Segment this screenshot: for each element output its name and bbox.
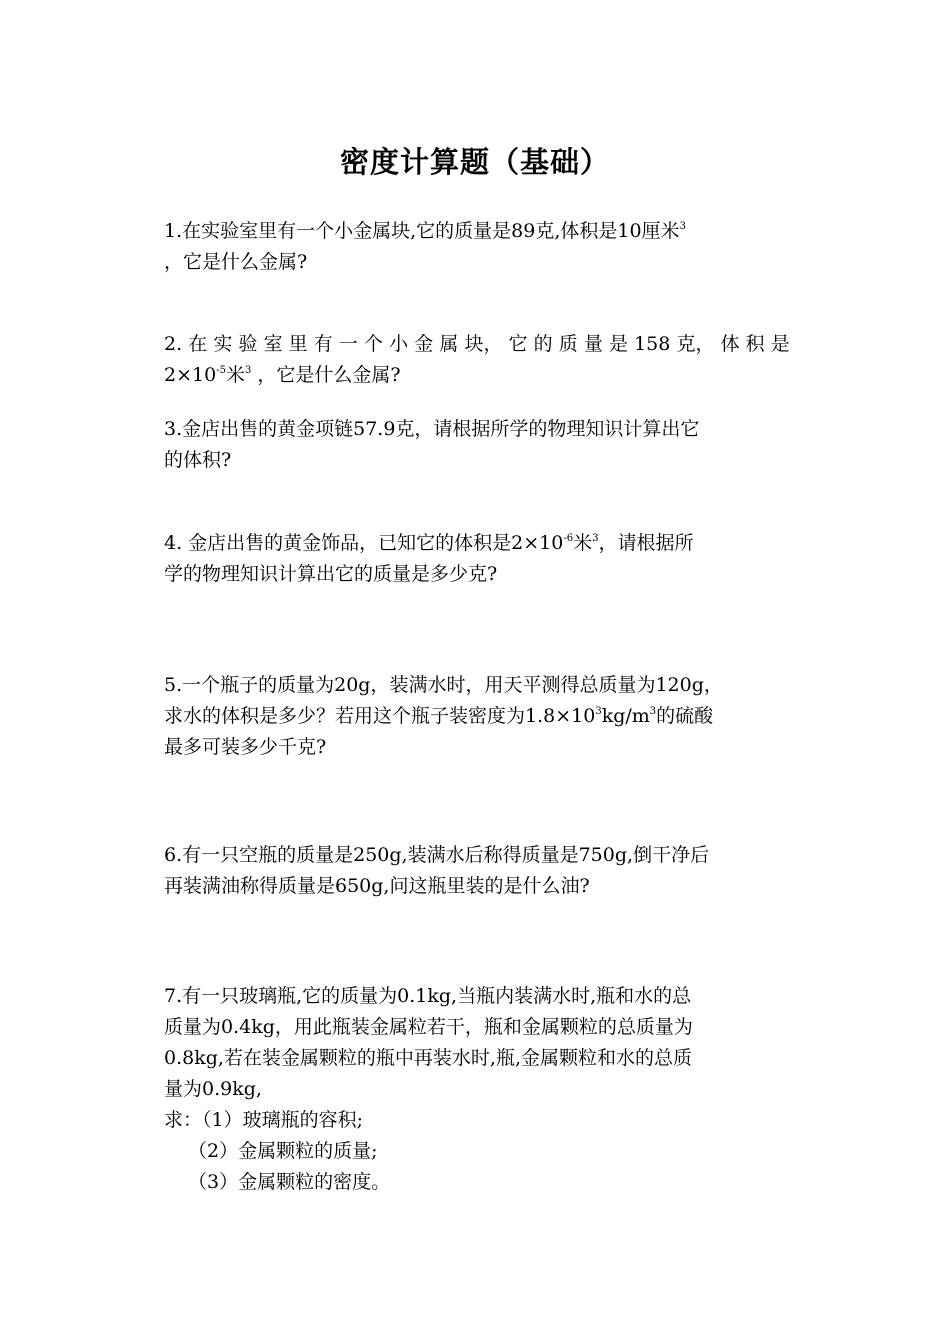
question-5 xyxy=(164,670,790,763)
question-7 xyxy=(164,981,790,1198)
question-7-line-3: 0.8kg,若在装金属颗粒的瓶中再装水时,瓶,金属颗粒和水的总质 xyxy=(164,1047,693,1069)
question-1-line-1: 1.在实验室里有一个小金属块,它的质量是89克,体积是10厘米$^3$ xyxy=(164,220,686,242)
question-2-line-2: $2\times 10^{-5}$米$^3$ ，它是什么金属? xyxy=(164,364,401,386)
question-3-line-2: 的体积? xyxy=(164,449,232,471)
question-4 xyxy=(164,528,790,590)
question-7-line-4: 量为0.9kg, xyxy=(164,1078,262,1100)
question-1-line-2: ，它是什么金属? xyxy=(164,251,308,273)
question-4-line-2: 学的物理知识计算出它的质量是多少克? xyxy=(164,563,498,585)
question-2 xyxy=(164,329,790,391)
question-4-line-1: 4. 金店出售的黄金饰品，已知它的体积是$2\times 10^{-6}$米$^3$，请根据所 xyxy=(164,532,694,554)
question-6 xyxy=(164,840,790,902)
question-5-line-1: 5.一个瓶子的质量为20g，装满水时，用天平测得总质量为120g， xyxy=(164,674,723,696)
question-7-line-2: 质量为0.4kg，用此瓶装金属粒若干，瓶和金属颗粒的总质量为 xyxy=(164,1016,693,1038)
question-7-line-6: （2）金属颗粒的质量; xyxy=(188,1140,378,1162)
question-2-line-1: 2. 在 实 验 室 里 有 一 个 小 金 属 块， 它 的 质 量 是 158 克， 体 积 是 xyxy=(164,333,790,355)
question-5-line-2: 求水的体积是多少？若用这个瓶子装密度为$1.8\times 10^3kg/m^3$的硫酸 xyxy=(164,705,714,727)
question-7-line-5: 求：（1）玻璃瓶的容积; xyxy=(164,1109,363,1131)
question-3 xyxy=(164,414,790,476)
question-7-line-1: 7.有一只玻璃瓶,它的质量为0.1kg,当瓶内装满水时,瓶和水的总 xyxy=(164,985,692,1007)
document-title: 密度计算题（基础） xyxy=(339,145,610,179)
question-6-line-2: 再装满油称得质量是650g,问这瓶里装的是什么油? xyxy=(164,875,590,897)
question-7-line-7: （3）金属颗粒的密度。 xyxy=(188,1171,391,1193)
question-3-line-1: 3.金店出售的黄金项链57.9克，请根据所学的物理知识计算出它 xyxy=(164,418,700,440)
question-1 xyxy=(164,216,790,278)
question-5-line-3: 最多可装多少千克? xyxy=(164,736,327,758)
question-6-line-1: 6.有一只空瓶的质量是250g,装满水后称得质量是750g,倒干净后 xyxy=(164,844,710,866)
